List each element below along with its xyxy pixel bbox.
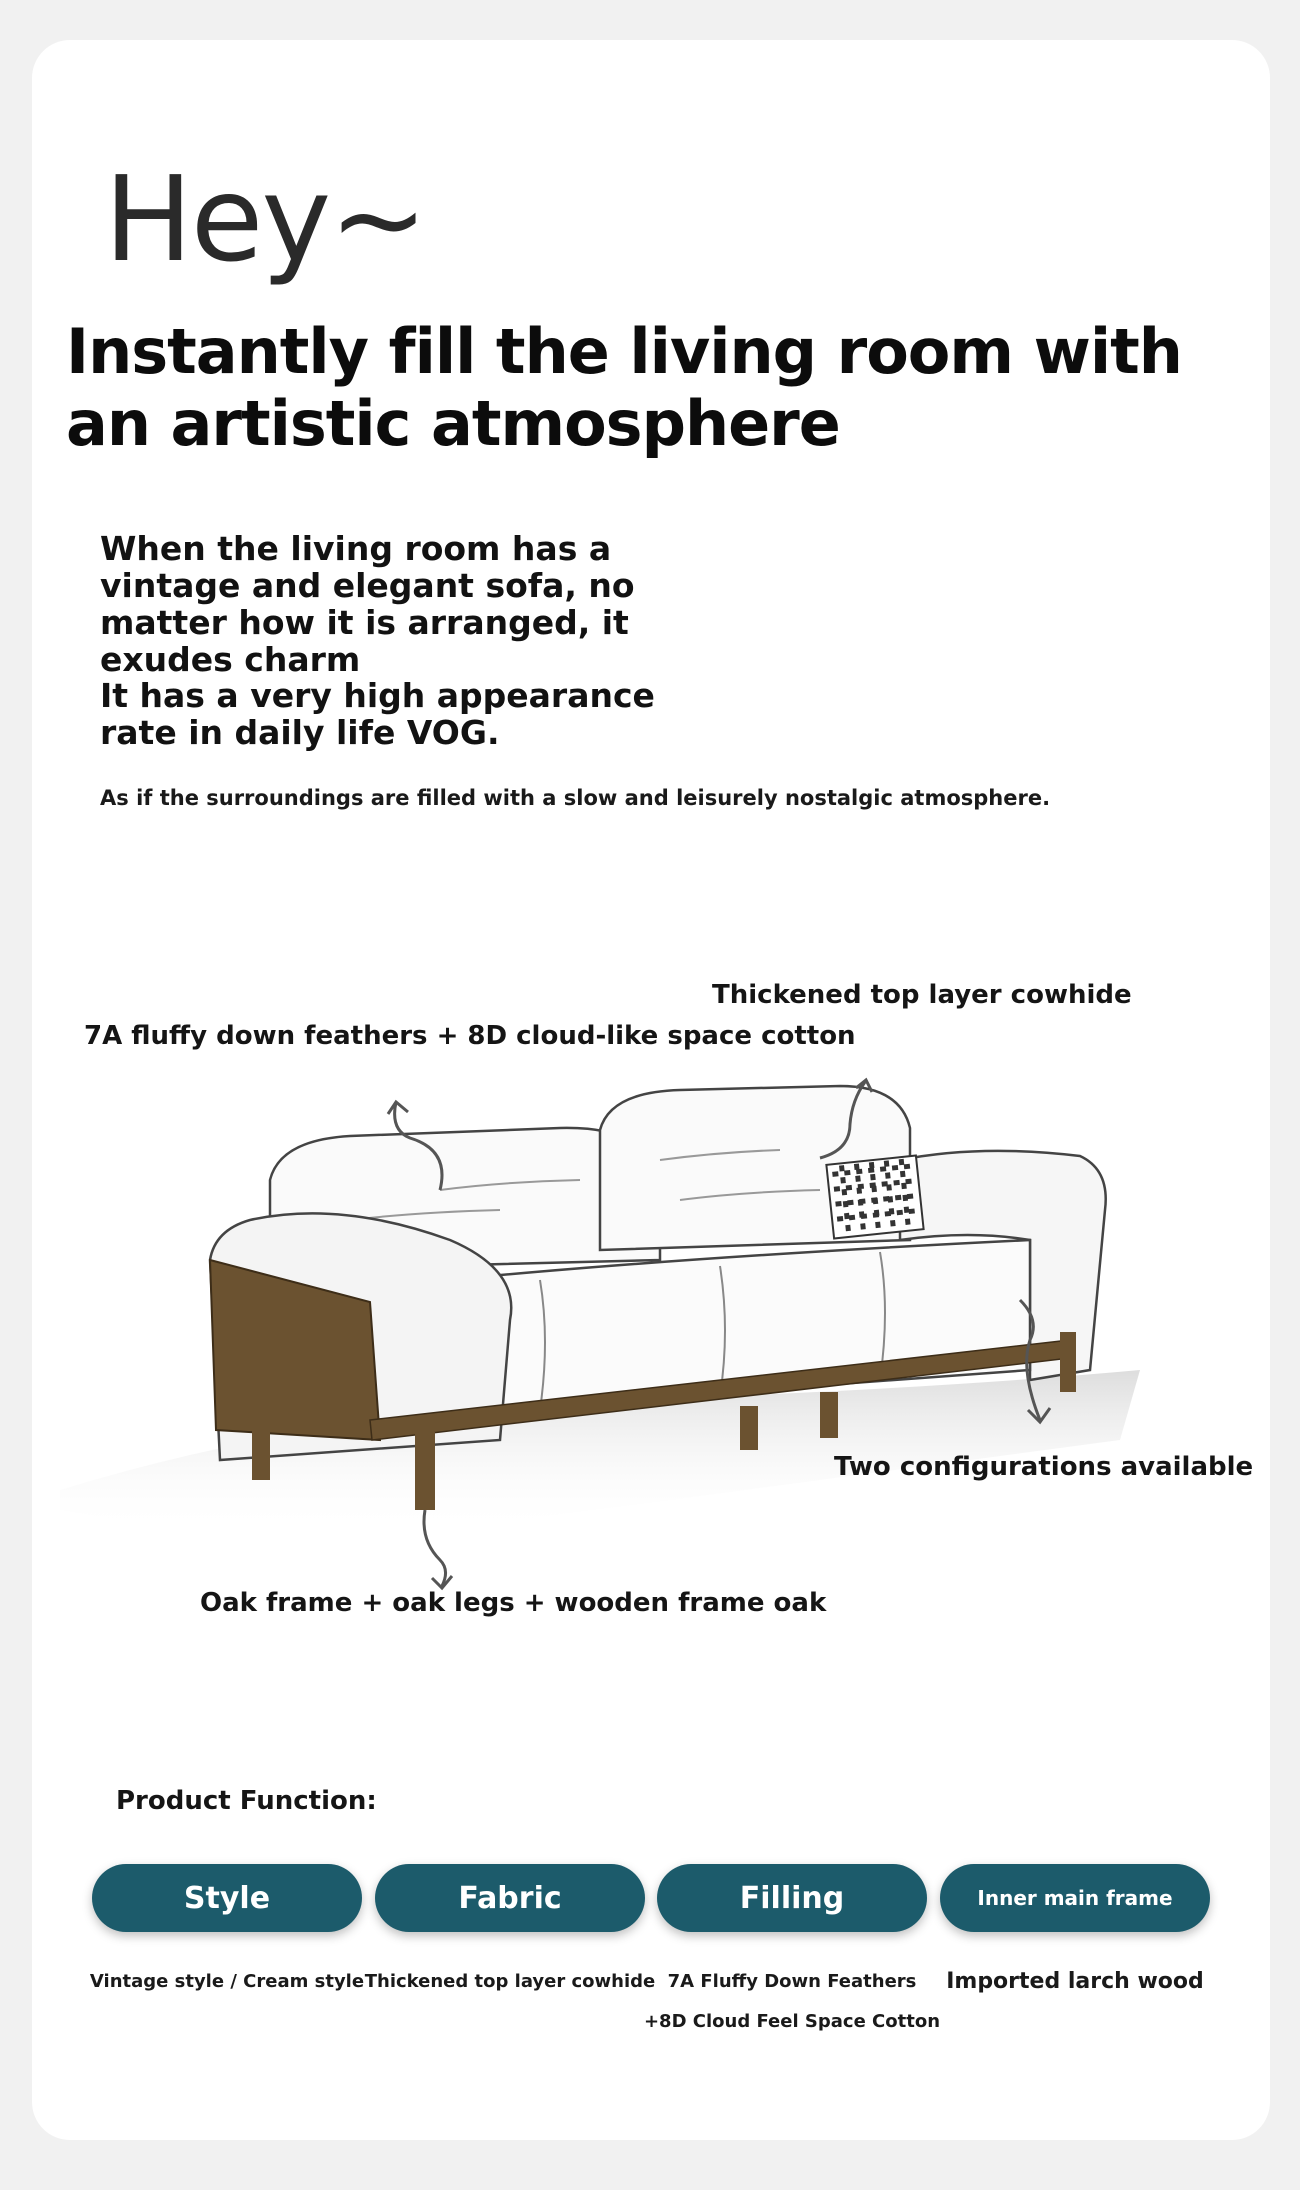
leg — [415, 1432, 435, 1510]
callout-frame: Oak frame + oak legs + wooden frame oak — [200, 1588, 827, 1618]
page-headline: Instantly fill the living room with an artistic atmosphere — [66, 315, 1182, 460]
intro-paragraph-1: When the living room has a vintage and elegant sofa, no matter how it is arranged, it exudes charm — [100, 529, 635, 679]
filling-desc-line2: +8D Cloud Feel Space Cotton — [643, 2011, 941, 2032]
sofa-illustration — [20, 1040, 1260, 1600]
checkered-pillow — [826, 1155, 923, 1238]
style-pill: Style — [92, 1864, 362, 1932]
product-function-title: Product Function: — [116, 1786, 377, 1816]
fabric-desc — [360, 1962, 660, 2002]
intro-paragraph-3: As if the surroundings are filled with a slow and leisurely nostalgic atmosphere. — [100, 786, 1051, 810]
leg — [740, 1406, 758, 1450]
fabric-pill: Fabric — [375, 1864, 645, 1932]
inner-frame-pill: Inner main frame — [940, 1864, 1210, 1932]
filling-pill: Filling — [657, 1864, 927, 1932]
intro-paragraph-2: It has a very high appearance rate in daily life VOG. — [100, 676, 655, 752]
leg — [820, 1392, 838, 1438]
filling-desc — [642, 1962, 942, 2042]
leg — [1060, 1332, 1076, 1392]
leg — [252, 1428, 270, 1480]
frame-desc — [925, 1962, 1225, 2002]
callout-configurations: Two configurations available — [834, 1452, 1254, 1482]
fabric-desc-text: Thickened top layer cowhide — [364, 1971, 656, 1992]
greeting-heading: Hey~ — [104, 150, 427, 288]
frame-desc-text: Imported larch wood — [946, 1969, 1204, 1994]
callout-top-layer: Thickened top layer cowhide — [712, 980, 1132, 1010]
style-desc-text: Vintage style / Cream style — [89, 1971, 365, 1992]
callout-feathers: 7A fluffy down feathers + 8D cloud-like space cotton — [84, 1021, 856, 1051]
filling-desc-line1: 7A Fluffy Down Feathers — [667, 1971, 917, 1992]
style-desc — [77, 1962, 377, 2002]
